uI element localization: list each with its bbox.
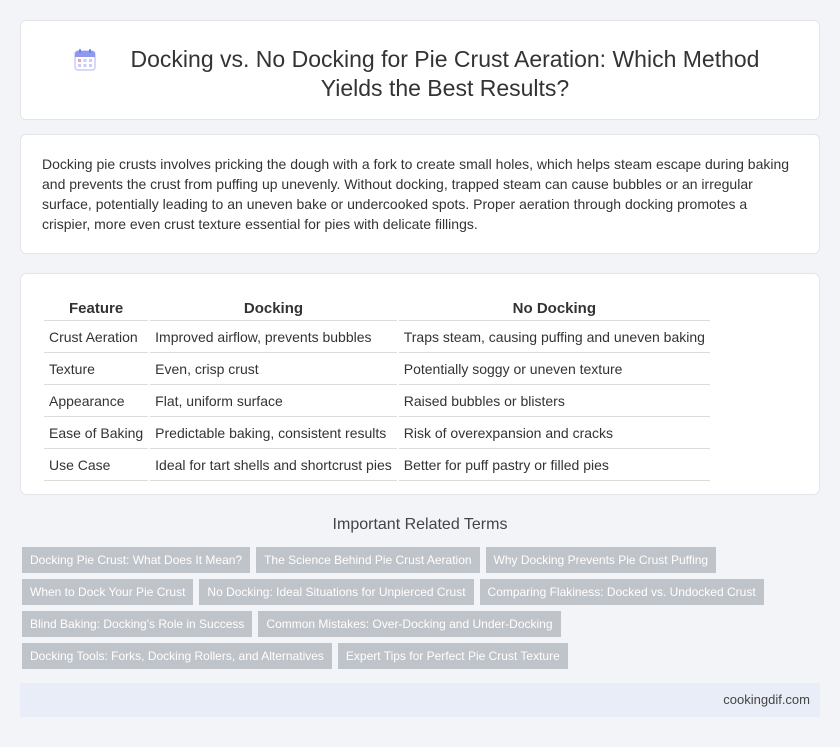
- comparison-table: [42, 295, 712, 483]
- related-tag[interactable]: Expert Tips for Perfect Pie Crust Texture: [338, 643, 568, 669]
- related-tag[interactable]: When to Dock Your Pie Crust: [22, 579, 193, 605]
- table-row: [44, 451, 710, 481]
- tag-row: [22, 547, 782, 573]
- tag-row: [22, 643, 782, 669]
- table-cell: Improved airflow, prevents bubbles: [150, 323, 397, 353]
- table-cell: Better for puff pastry or filled pies: [399, 451, 710, 481]
- table-cell: Risk of overexpansion and cracks: [399, 419, 710, 449]
- related-tag[interactable]: Blind Baking: Docking's Role in Success: [22, 611, 252, 637]
- table-cell: Predictable baking, consistent results: [150, 419, 397, 449]
- page-title: [101, 45, 789, 103]
- header-feature: Feature: [44, 297, 148, 321]
- page-title-line-1: Docking vs. No Docking for Pie Crust Aeration: Which Method: [130, 46, 760, 72]
- table-cell: Traps steam, causing puffing and uneven baking: [399, 323, 710, 353]
- related-tag[interactable]: Docking Pie Crust: What Does It Mean?: [22, 547, 250, 573]
- footer: [20, 683, 820, 717]
- related-tag[interactable]: Comparing Flakiness: Docked vs. Undocked Crust: [480, 579, 764, 605]
- header-no-docking: No Docking: [399, 297, 710, 321]
- table-header-row: [44, 297, 710, 321]
- related-tag[interactable]: Docking Tools: Forks, Docking Rollers, and Alternatives: [22, 643, 332, 669]
- page-title-line-2: Yields the Best Results?: [320, 75, 570, 101]
- comparison-card: [20, 273, 820, 495]
- tag-row: [22, 579, 782, 605]
- related-tag[interactable]: No Docking: Ideal Situations for Unpierced Crust: [199, 579, 473, 605]
- table-cell: Texture: [44, 355, 148, 385]
- tag-row: [22, 611, 782, 637]
- related-tag[interactable]: Common Mistakes: Over-Docking and Under-Docking: [258, 611, 560, 637]
- footer-site-link[interactable]: cookingdif.com: [723, 692, 810, 707]
- title-card: [20, 20, 820, 120]
- table-cell: Ease of Baking: [44, 419, 148, 449]
- table-cell: Raised bubbles or blisters: [399, 387, 710, 417]
- related-tag[interactable]: Why Docking Prevents Pie Crust Puffing: [486, 547, 717, 573]
- table-cell: Even, crisp crust: [150, 355, 397, 385]
- calendar-icon: [73, 48, 97, 72]
- table-row: [44, 323, 710, 353]
- table-cell: Crust Aeration: [44, 323, 148, 353]
- header-docking: Docking: [150, 297, 397, 321]
- intro-card: [20, 134, 820, 254]
- table-cell: Flat, uniform surface: [150, 387, 397, 417]
- table-cell: Use Case: [44, 451, 148, 481]
- table-cell: Ideal for tart shells and shortcrust pies: [150, 451, 397, 481]
- related-tag[interactable]: The Science Behind Pie Crust Aeration: [256, 547, 479, 573]
- related-terms-heading: Important Related Terms: [332, 516, 508, 533]
- table-row: [44, 387, 710, 417]
- table-row: [44, 355, 710, 385]
- intro-paragraph: Docking pie crusts involves pricking the dough with a fork to create small holes, which helps steam escape during baking and prevents the crust from puffing up unevenly. Without docking, trapped steam can cause bubbles or an irregular surface, potentially leading to an uneven bake or undercooked spots. Proper aeration through docking promotes a crispier, more even crust texture essential for pies with delicate fillings.: [42, 156, 790, 232]
- table-cell: Appearance: [44, 387, 148, 417]
- table-row: [44, 419, 710, 449]
- table-cell: Potentially soggy or uneven texture: [399, 355, 710, 385]
- related-terms-tags: [22, 547, 782, 675]
